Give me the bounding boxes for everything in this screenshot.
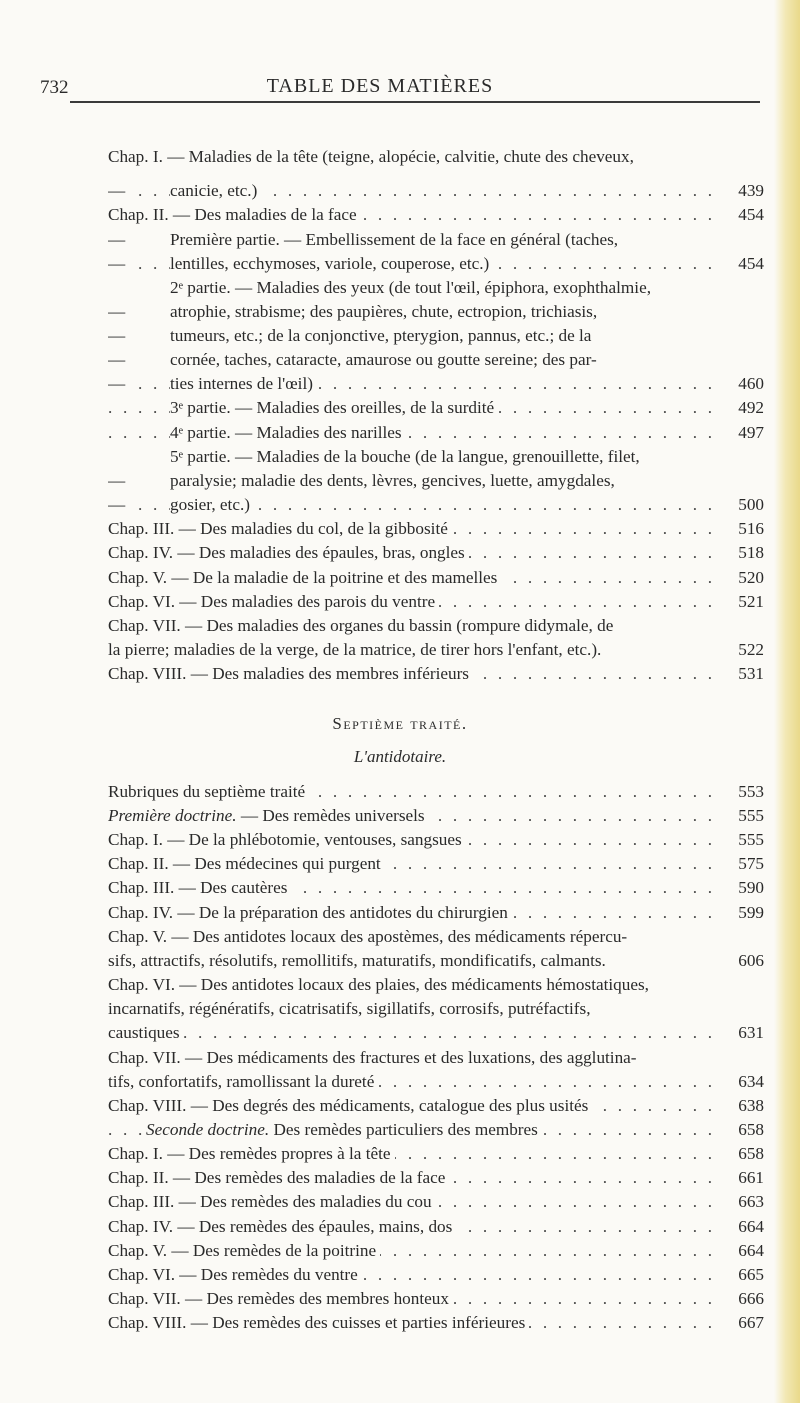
toc-page: 664 bbox=[724, 1216, 764, 1238]
toc-page: 439 bbox=[724, 180, 764, 202]
toc-page: 664 bbox=[724, 1240, 764, 1262]
running-title: TABLE DES MATIÈRES bbox=[266, 75, 494, 97]
toc-entry: Chap. VI. — Des antidotes locaux des plaies, des médicaments hémostatiques, bbox=[108, 974, 764, 996]
toc-entry: tifs, confortatifs, ramollissant la dureté . . . 634 bbox=[108, 1071, 764, 1093]
toc-entry: 5ᵉ partie. — Maladies de la bouche (de la langue, grenouillette, filet, bbox=[108, 446, 764, 468]
toc-entry: Chap. II. — Des médecines qui purgent . . . 575 bbox=[108, 853, 764, 875]
toc-entry: — ties internes de l'œil) . . . 460 bbox=[108, 373, 764, 395]
toc-page: 454 bbox=[724, 204, 764, 226]
toc-entry: Chap. I. — De la phlébotomie, ventouses, sangsues . . . 555 bbox=[108, 829, 764, 851]
toc-entry: Chap. VII. — Des remèdes des membres honteux . . . 666 bbox=[108, 1288, 764, 1310]
toc-page: 661 bbox=[724, 1167, 764, 1189]
toc-page: 634 bbox=[724, 1071, 764, 1093]
toc-entry: caustiques . . . 631 bbox=[108, 1022, 764, 1044]
toc-entry: Chap. III. — Des maladies du col, de la gibbosité . . . 516 bbox=[108, 518, 764, 540]
toc-page: 520 bbox=[724, 567, 764, 589]
toc-entry: — cornée, taches, cataracte, amaurose ou goutte sereine; des par- bbox=[108, 349, 764, 371]
toc-entry: Chap. V. — Des remèdes de la poitrine . . . 664 bbox=[108, 1240, 764, 1262]
toc-entry: — lentilles, ecchymoses, variole, couperose, etc.) . . . 454 bbox=[108, 253, 764, 275]
toc-entry: — tumeurs, etc.; de la conjonctive, pterygion, pannus, etc.; de la bbox=[108, 325, 764, 347]
toc-page: 518 bbox=[724, 542, 764, 564]
toc-entry: la pierre; maladies de la verge, de la matrice, de tirer hors l'enfant, etc.). 522 bbox=[108, 640, 764, 659]
toc-page: 599 bbox=[724, 902, 764, 924]
toc-page: 553 bbox=[724, 781, 764, 803]
toc-page: 638 bbox=[724, 1095, 764, 1117]
toc-entry: Chap. VI. — Des remèdes du ventre . . . 665 bbox=[108, 1264, 764, 1286]
toc-page: 667 bbox=[724, 1312, 764, 1334]
toc-page: 521 bbox=[724, 591, 764, 613]
toc-entry: Chap. IV. — Des maladies des épaules, bras, ongles . . . 518 bbox=[108, 542, 764, 564]
toc-entry: Chap. IV. — De la préparation des antidotes du chirurgien . . . 599 bbox=[108, 902, 764, 924]
toc-page: 631 bbox=[724, 1022, 764, 1044]
toc-page: 658 bbox=[724, 1143, 764, 1165]
page-number: 732 bbox=[40, 77, 69, 98]
toc-page: 555 bbox=[724, 829, 764, 851]
toc-entry: Chap. V. — Des antidotes locaux des apostèmes, des médicaments répercu- bbox=[108, 926, 764, 948]
toc-entry: Chap. VI. — Des maladies des parois du ventre . . . 521 bbox=[108, 591, 764, 613]
toc-entry: sifs, attractifs, résolutifs, remollitifs, maturatifs, mondificatifs, calmants. 606 bbox=[108, 951, 764, 970]
toc-entry: Chap. VII. — Des médicaments des fractures et des luxations, des agglutina- bbox=[108, 1047, 764, 1069]
section-title: Septième traité. bbox=[332, 714, 468, 733]
toc-entry: — canicie, etc.) . . . 439 bbox=[108, 180, 764, 202]
toc-entry: Chap. II. — Des remèdes des maladies de la face . . . 661 bbox=[108, 1167, 764, 1189]
toc-entry: Chap. III. — Des cautères . . . 590 bbox=[108, 877, 764, 899]
toc-page: 492 bbox=[724, 397, 764, 419]
toc-page: 575 bbox=[724, 853, 764, 875]
toc-page: 666 bbox=[724, 1288, 764, 1310]
toc-entry: 3ᵉ partie. — Maladies des oreilles, de la surdité . . . 492 bbox=[108, 397, 764, 419]
toc-entry: Chap. I. — Maladies de la tête (teigne, alopécie, calvitie, chute des cheveux, bbox=[108, 146, 764, 168]
toc-entry: 4ᵉ partie. — Maladies des narilles . . . 497 bbox=[108, 422, 764, 444]
toc-page: 555 bbox=[724, 805, 764, 827]
toc-entry: Première doctrine. — Des remèdes universels . . . 555 bbox=[108, 805, 764, 827]
toc-entry: Seconde doctrine. Des remèdes particuliers des membres . . . 658 bbox=[108, 1119, 764, 1141]
toc-entry: Chap. VIII. — Des maladies des membres inférieurs . . . 531 bbox=[108, 663, 764, 685]
toc-page: 606 bbox=[724, 950, 764, 972]
toc-page: 590 bbox=[724, 877, 764, 899]
toc-entry: Chap. II. — Des maladies de la face . . . 454 bbox=[108, 204, 764, 226]
toc-page: 531 bbox=[724, 663, 764, 685]
toc-page: 663 bbox=[724, 1191, 764, 1213]
toc-entry: Chap. VIII. — Des remèdes des cuisses et parties inférieures . . . 667 bbox=[108, 1312, 764, 1334]
toc-page: 522 bbox=[724, 639, 764, 661]
toc-page: 454 bbox=[724, 253, 764, 275]
toc-entry: Chap. V. — De la maladie de la poitrine et des mamelles . . . 520 bbox=[108, 567, 764, 589]
toc-entry: Chap. VIII. — Des degrés des médicaments, catalogue des plus usités . . . 638 bbox=[108, 1095, 764, 1117]
toc-entry: Chap. III. — Des remèdes des maladies du cou . . . 663 bbox=[108, 1191, 764, 1213]
toc-page: 516 bbox=[724, 518, 764, 540]
toc-page: 500 bbox=[724, 494, 764, 516]
toc-entry: Chap. VII. — Des maladies des organes du bassin (rompure didymale, de bbox=[108, 615, 764, 637]
section-subtitle: L'antidotaire. bbox=[353, 747, 447, 766]
page-edge bbox=[774, 0, 800, 1403]
toc-page: 460 bbox=[724, 373, 764, 395]
toc-entry: Chap. IV. — Des remèdes des épaules, mains, dos . . . 664 bbox=[108, 1216, 764, 1238]
toc-page: 497 bbox=[724, 422, 764, 444]
toc-page: 665 bbox=[724, 1264, 764, 1286]
toc-entry: — Première partie. — Embellissement de la face en général (taches, bbox=[108, 229, 764, 251]
header-rule bbox=[70, 101, 760, 103]
toc-entry: — paralysie; maladie des dents, lèvres, gencives, luette, amygdales, bbox=[108, 470, 764, 492]
toc-page: 658 bbox=[724, 1119, 764, 1141]
toc-entry: Chap. I. — Des remèdes propres à la tête . . . 658 bbox=[108, 1143, 764, 1165]
toc-entry: — atrophie, strabisme; des paupières, chute, ectropion, trichiasis, bbox=[108, 301, 764, 323]
toc-entry: — gosier, etc.) . . . 500 bbox=[108, 494, 764, 516]
toc-entry: incarnatifs, régénératifs, cicatrisatifs, sigillatifs, corrosifs, putréfactifs, bbox=[108, 998, 764, 1020]
toc-entry: Rubriques du septième traité . . . 553 bbox=[108, 781, 764, 803]
toc-entry: 2ᵉ partie. — Maladies des yeux (de tout l'œil, épiphora, exophthalmie, bbox=[108, 277, 764, 299]
